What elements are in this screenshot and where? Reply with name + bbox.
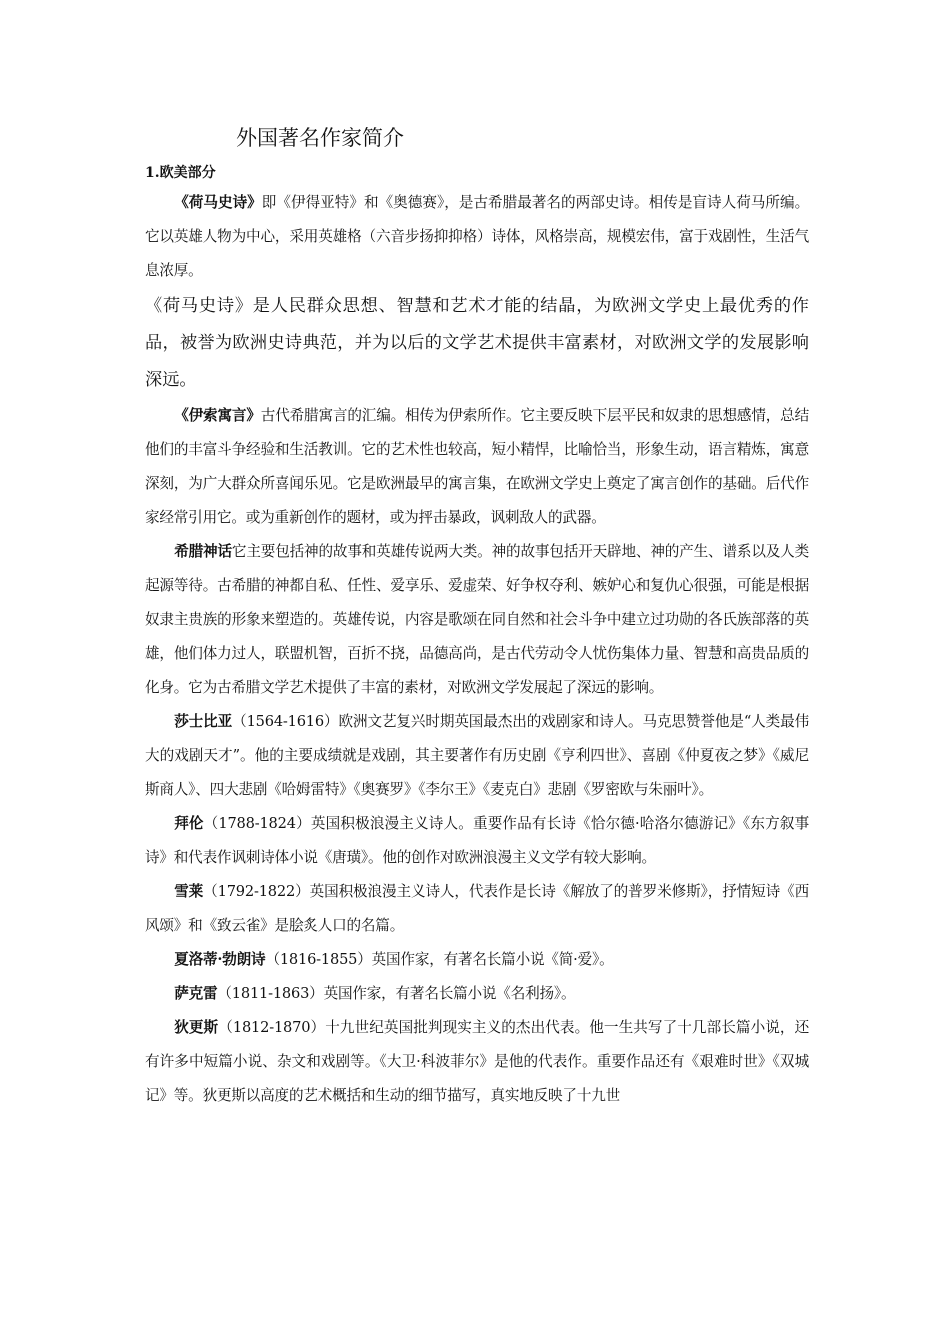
paragraph-shelley xyxy=(145,875,809,943)
paragraph-homer-evaluation xyxy=(145,288,809,399)
document-body xyxy=(145,186,809,1113)
paragraph-text: （1792-1822）英国积极浪漫主义诗人，代表作是长诗《解放了的普罗米修斯》，抒情短诗《西风颂》和《致云雀》是脍炙人口的名篇。 xyxy=(145,883,809,934)
paragraph-text: 《荷马史诗》是人民群众思想、智慧和艺术才能的结晶，为欧洲文学史上最优秀的作品，被誉为欧洲史诗典范，并为以后的文学艺术提供丰富素材，对欧洲文学的发展影响深远。 xyxy=(145,296,809,390)
paragraph-greek-myths xyxy=(145,535,809,705)
paragraph-text: （1788-1824）英国积极浪漫主义诗人。重要作品有长诗《恰尔德·哈洛尔德游记》《东方叙事诗》和代表作讽刺诗体小说《唐璜》。他的创作对欧洲浪漫主义文学有较大影响。 xyxy=(145,815,809,866)
paragraph-term: 萨克雷 xyxy=(174,985,218,1002)
paragraph-text: 古代希腊寓言的汇编。相传为伊索所作。它主要反映下层平民和奴隶的思想感情，总结他们的丰富斗争经验和生活教训。它的艺术性也较高，短小精悍，比喻恰当，形象生动，语言精炼，寓意深刻，为广大群众所喜闻乐见。它是欧洲最早的寓言集，在欧洲文学史上奠定了寓言创作的基础。后代作家经常引用它。或为重新创作的题材，或为抨击暴政，讽刺敌人的武器。 xyxy=(145,407,809,526)
paragraph-text: （1564-1616）欧洲文艺复兴时期英国最杰出的戏剧家和诗人。马克思赞誉他是“人类最伟大的戏剧天才”。他的主要成绩就是戏剧，其主要著作有历史剧《亨利四世》、喜剧《仲夏夜之梦》《威尼斯商人》、四大悲剧《哈姆雷特》《奥赛罗》《李尔王》《麦克白》悲剧《罗密欧与朱丽叶》。 xyxy=(145,713,809,798)
paragraph-term: 莎士比亚 xyxy=(174,713,233,730)
paragraph-homer xyxy=(145,186,809,288)
paragraph-text: （1812-1870）十九世纪英国批判现实主义的杰出代表。他一生共写了十几部长篇小说，还有许多中短篇小说、杂文和戏剧等。《大卫·科波菲尔》是他的代表作。重要作品还有《艰难时世》《双城记》等。狄更斯以高度的艺术概括和生动的细节描写，真实地反映了十九世 xyxy=(145,1019,809,1104)
paragraph-bronte xyxy=(145,943,809,977)
paragraph-term: 雪莱 xyxy=(174,883,204,900)
paragraph-shakespeare xyxy=(145,705,809,807)
document-title: 外国著名作家简介 xyxy=(236,126,404,150)
paragraph-byron xyxy=(145,807,809,875)
section-heading: 1.欧美部分 xyxy=(145,165,216,181)
paragraph-term: 夏洛蒂·勃朗诗 xyxy=(174,951,266,968)
paragraph-dickens xyxy=(145,1011,809,1113)
paragraph-aesop xyxy=(145,399,809,535)
paragraph-text: 它主要包括神的故事和英雄传说两大类。神的故事包括开天辟地、神的产生、谱系以及人类起源等待。古希腊的神都自私、任性、爱享乐、爱虚荣、好争权夺利、嫉妒心和复仇心很强，可能是根据奴隶主贵族的形象来塑造的。英雄传说，内容是歌颂在同自然和社会斗争中建立过功勋的各氏族部落的英雄，他们体力过人，联盟机智，百折不挠，品德高尚，是古代劳动令人忧伤集体力量、智慧和高贵品质的化身。它为古希腊文学艺术提供了丰富的素材，对欧洲文学发展起了深远的影响。 xyxy=(145,543,809,696)
paragraph-term: 拜伦 xyxy=(174,815,204,832)
paragraph-thackeray xyxy=(145,977,809,1011)
paragraph-term: 狄更斯 xyxy=(174,1019,219,1036)
paragraph-text: （1816-1855）英国作家，有著名长篇小说《简·爱》。 xyxy=(265,951,614,968)
paragraph-text: （1811-1863）英国作家，有著名长篇小说《名利扬》。 xyxy=(217,985,576,1002)
paragraph-text: 即《伊得亚特》和《奥德赛》，是古希腊最著名的两部史诗。相传是盲诗人荷马所编。它以英雄人物为中心，采用英雄格（六音步扬抑抑格）诗体，风格崇高，规模宏伟，富于戏剧性，生活气息浓厚。 xyxy=(145,194,809,279)
paragraph-term: 希腊神话 xyxy=(174,543,232,560)
paragraph-term: 《荷马史诗》 xyxy=(174,194,262,211)
paragraph-term: 《伊索寓言》 xyxy=(174,407,261,424)
